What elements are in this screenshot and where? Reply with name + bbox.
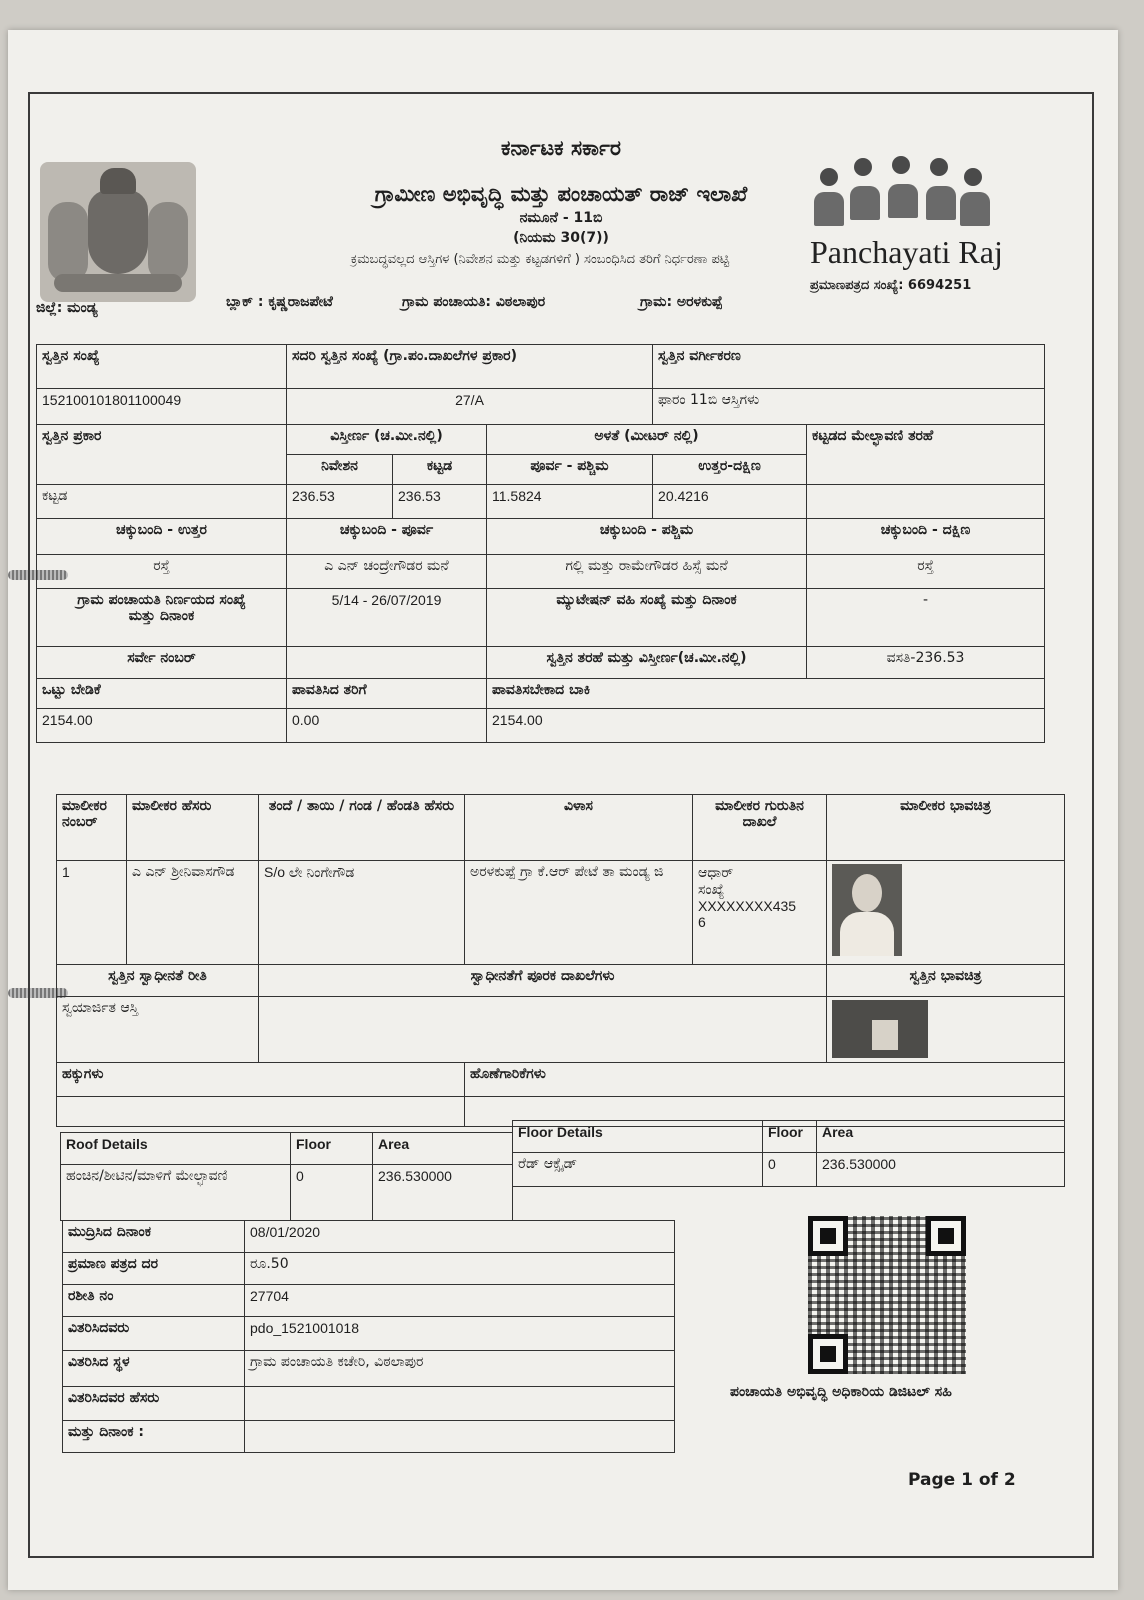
digital-signature-label: ಪಂಚಾಯತಿ ಅಭಿವೃದ್ಧಿ ಅಧಿಕಾರಿಯ ಡಿಜಿಟಲ್ ಸಹಿ [730,1384,952,1400]
owner-photo-cell [827,861,1065,965]
issue-place-value: ಗ್ರಾಮ ಪಂಚಾಯತಿ ಕಚೇರಿ, ವಿಠಲಾಪುರ [245,1351,675,1387]
east-west-label: ಪೂರ್ವ - ಪಶ್ಚಿಮ [487,455,653,485]
boundary-west-value: ಗಲ್ಲಿ ಮತ್ತು ರಾಮೇಗೌಡರ ಹಿಸ್ಸೆ ಮನೆ [487,555,807,589]
recipient-date-label: ಮತ್ತು ದಿನಾಂಕ : [63,1421,245,1453]
building-area-value: 236.53 [393,485,487,519]
owner-number-label: ಮಾಲೀಕರ ನಂಬರ್ [57,795,127,861]
recipient-date-value [245,1421,675,1453]
dept-title: ಗ್ರಾಮೀಣ ಅಭಿವೃದ್ಧಿ ಮತ್ತು ಪಂಚಾಯತ್ ರಾಜ್ ಇಲಾಖೆ [374,182,748,206]
boundary-east-value: ಎ ಎನ್ ಚಂದ್ರೇಗೌಡರ ಮನೆ [287,555,487,589]
roof-type-value [807,485,1045,519]
id-proof-label: ಮಾಲೀಕರ ಗುರುತಿನ ದಾಖಲೆ [693,795,827,861]
id-proof-line3: XXXXXXXX435 [698,898,797,914]
roof-area-label: Area [373,1133,513,1165]
owner-photo-label: ಮಾಲೀಕರ ಭಾವಚಿತ್ರ [827,795,1065,861]
village: ಗ್ರಾಮ: ಅರಳಕುಪ್ಪೆ [640,294,723,310]
floor-area-value: 236.530000 [817,1153,1065,1187]
floor-area-label: Area [817,1121,1065,1153]
resolution-label-line1: ಗ್ರಾಮ ಪಂಚಾಯತಿ ನಿರ್ಣಯದ ಸಂಖ್ಯೆ [77,592,246,608]
property-id-value: 152100101801100049 [37,389,287,425]
paid-tax-label: ಪಾವತಿಸಿದ ತರಿಗೆ [287,679,487,709]
document-sheet [8,30,1118,1590]
floor-type-value: ರೆಡ್ ಆಕ್ಸೈಡ್ [513,1153,763,1187]
boundary-south-label: ಚಕ್ಕುಬಂದಿ - ದಕ್ಷಿಣ [807,519,1045,555]
floor-floor-label: Floor [763,1121,817,1153]
rule-number: (ನಿಯಮ 30(7)) [513,230,609,246]
classification-label: ಸ್ವತ್ತಿನ ವರ್ಗೀಕರಣ [653,345,1045,389]
classification-value: ಫಾರಂ 11ಬಿ ಆಸ್ತಿಗಳು [653,389,1045,425]
balance-value: 2154.00 [487,709,1045,743]
floor-details-label: Floor Details [513,1121,763,1153]
total-demand-label: ಒಟ್ಟು ಬೇಡಿಕೆ [37,679,287,709]
district: ಜಿಲ್ಲೆ: ಮಂಡ್ಯ [36,300,98,316]
owner-name-label: ಮಾಲೀಕರ ಹೆಸರು [127,795,259,861]
boundary-north-label: ಚಕ್ಕುಬಂದಿ - ಉತ್ತರ [37,519,287,555]
east-west-value: 11.5824 [487,485,653,519]
site-area-value: 236.53 [287,485,393,519]
property-photo-cell [827,997,1065,1063]
owner-photo [832,864,902,956]
property-table [36,344,1045,743]
mutation-label: ಮ್ಯುಟೇಷನ್ ವಹಿ ಸಂಖ್ಯೆ ಮತ್ತು ದಿನಾಂಕ [487,589,807,647]
property-type-value: ಕಟ್ಟಡ [37,485,287,519]
printed-date-value: 08/01/2020 [245,1221,675,1253]
north-south-label: ಉತ್ತರ-ದಕ್ಷಿಣ [653,455,807,485]
fee-value: ರೂ.50 [245,1253,675,1285]
area-label: ವಿಸ್ತೀರ್ಣ (ಚ.ಮೀ.ನಲ್ಲಿ) [287,425,487,455]
gram-panchayat: ಗ್ರಾಮ ಪಂಚಾಯತಿ: ವಿಠಲಾಪುರ [402,294,546,310]
block: ಬ್ಲಾಕ್ : ಕೃಷ್ಣರಾಜಪೇಟೆ [226,294,333,310]
roof-type-value: ಹಂಚಿನ/ಶೀಟಿನ/ಮಾಳಿಗೆ ಮೇಲ್ಛಾವಣಿ [61,1165,291,1221]
certificate-number: ಪ್ರಮಾಣಪತ್ರದ ಸಂಖ್ಯೆ: 6694251 [810,278,972,293]
id-proof-line1: ಆಧಾರ್ [698,864,734,880]
qr-code-icon [808,1216,966,1374]
fee-label: ಪ್ರಮಾಣ ಪತ್ರದ ದರ [63,1253,245,1285]
form-number: ನಮೂನೆ - 11ಬಿ [519,210,603,226]
form-11b [28,92,1094,1558]
id-proof-line2: ಸಂಖ್ಯೆ [698,881,725,897]
site-label: ನಿವೇಶನ [287,455,393,485]
boundary-north-value: ರಸ್ತೆ [37,555,287,589]
resolution-label [37,589,287,647]
owner-number-value: 1 [57,861,127,965]
roof-area-value: 236.530000 [373,1165,513,1221]
gp-number-label: ಸದರಿ ಸ್ವತ್ತಿನ ಸಂಖ್ಯೆ (ಗ್ರಾ.ಪಂ.ದಾಖಲೆಗಳ ಪ್ರಕಾರ) [287,345,653,389]
receipt-value: 27704 [245,1285,675,1317]
rights-label: ಹಕ್ಕುಗಳು [57,1063,465,1097]
receipt-label: ರಶೀತಿ ನಂ [63,1285,245,1317]
issue-details-table [62,1220,675,1453]
printed-date-label: ಮುದ್ರಿಸಿದ ದಿನಾಂಕ [63,1221,245,1253]
address-label: ವಿಳಾಸ [465,795,693,861]
panchayati-raj-logo-text: Panchayati Raj [810,234,1003,270]
parent-name-label: ತಂದೆ / ತಾಯಿ / ಗಂಡ / ಹೆಂಡತಿ ಹೆಸರು [259,795,465,861]
property-id-label: ಸ್ವತ್ತಿನ ಸಂಖ್ಯೆ [37,345,287,389]
address-value: ಅರಳಕುಪ್ಪೆ ಗ್ರಾ ಕೆ.ಆರ್ ಪೇಟೆ ತಾ ಮಂಡ್ಯ ಜಿ [465,861,693,965]
boundary-east-label: ಚಕ್ಕುಬಂದಿ - ಪೂರ್ವ [287,519,487,555]
panchayati-raj-logo-icon [800,156,1000,246]
id-proof-value [693,861,827,965]
ownership-mode-value: ಸ್ವಯಾರ್ಜಿತ ಆಸ್ತಿ [57,997,259,1063]
paid-tax-value: 0.00 [287,709,487,743]
roof-type-label: ಕಟ್ಟಡದ ಮೇಲ್ಛಾವಣಿ ತರಹೆ [807,425,1045,485]
property-photo-label: ಸ್ವತ್ತಿನ ಭಾವಚಿತ್ರ [827,965,1065,997]
floor-floor-value: 0 [763,1153,817,1187]
owner-name-value: ಎ ಎನ್ ಶ್ರೀನಿವಾಸಗೌಡ [127,861,259,965]
issue-place-label: ವಿತರಿಸಿದ ಸ್ಥಳ [63,1351,245,1387]
parent-name-value: S/o ಲೇ ನಿಂಗೇಗೌಡ [259,861,465,965]
gp-number-value: 27/A [287,389,653,425]
survey-label: ಸರ್ವೇ ನಂಬರ್ [37,647,287,679]
liabilities-label: ಹೊಣೆಗಾರಿಕೆಗಳು [465,1063,1065,1097]
boundary-south-value: ರಸ್ತೆ [807,555,1045,589]
north-south-value: 20.4216 [653,485,807,519]
usage-value: ವಸತಿ-236.53 [807,647,1045,679]
floor-details-table [512,1120,1065,1187]
rights-value [57,1097,465,1127]
form-subtitle: ಕ್ರಮಬದ್ಧವಲ್ಲದ ಆಸ್ತಿಗಳ (ನಿವೇಶನ ಮತ್ತು ಕಟ್ಟಡಗಳಿಗೆ ) ಸಂಬಂಧಿಸಿದ ತರಿಗೆ ನಿರ್ಧರಣಾ ಪಟ್ಟಿ [350,252,730,267]
property-type-label: ಸ್ವತ್ತಿನ ಪ್ರಕಾರ [37,425,287,485]
balance-label: ಪಾವತಿಸಬೇಕಾದ ಬಾಕಿ [487,679,1045,709]
id-proof-line4: 6 [698,914,706,930]
property-photo [832,1000,928,1058]
roof-floor-label: Floor [291,1133,373,1165]
ownership-mode-label: ಸ್ವತ್ತಿನ ಸ್ವಾಧೀನತೆ ರೀತಿ [57,965,259,997]
ownership-docs-label: ಸ್ವಾಧೀನತೆಗೆ ಪೂರಕ ದಾಖಲೆಗಳು [259,965,827,997]
usage-label: ಸ್ವತ್ತಿನ ತರಹೆ ಮತ್ತು ವಿಸ್ತೀರ್ಣ(ಚ.ಮೀ.ನಲ್ಲಿ) [487,647,807,679]
recipient-name-value [245,1387,675,1421]
owner-table [56,794,1065,1127]
roof-details-table [60,1132,513,1221]
gov-title: ಕರ್ನಾಟಕ ಸರ್ಕಾರ [501,136,621,160]
issuer-value: pdo_1521001018 [245,1317,675,1351]
building-label: ಕಟ್ಟಡ [393,455,487,485]
mutation-value: - [807,589,1045,647]
roof-details-label: Roof Details [61,1133,291,1165]
ownership-docs-value [259,997,827,1063]
page-number: Page 1 of 2 [908,1470,1016,1490]
resolution-value: 5/14 - 26/07/2019 [287,589,487,647]
survey-value [287,647,487,679]
roof-floor-value: 0 [291,1165,373,1221]
recipient-name-label: ವಿತರಿಸಿದವರ ಹೆಸರು [63,1387,245,1421]
dimension-label: ಅಳತೆ (ಮೀಟರ್ ನಲ್ಲಿ) [487,425,807,455]
issuer-label: ವಿತರಿಸಿದವರು [63,1317,245,1351]
resolution-label-line2: ಮತ್ತು ದಿನಾಂಕ [128,608,195,624]
total-demand-value: 2154.00 [37,709,287,743]
boundary-west-label: ಚಕ್ಕುಬಂದಿ - ಪಶ್ಚಿಮ [487,519,807,555]
